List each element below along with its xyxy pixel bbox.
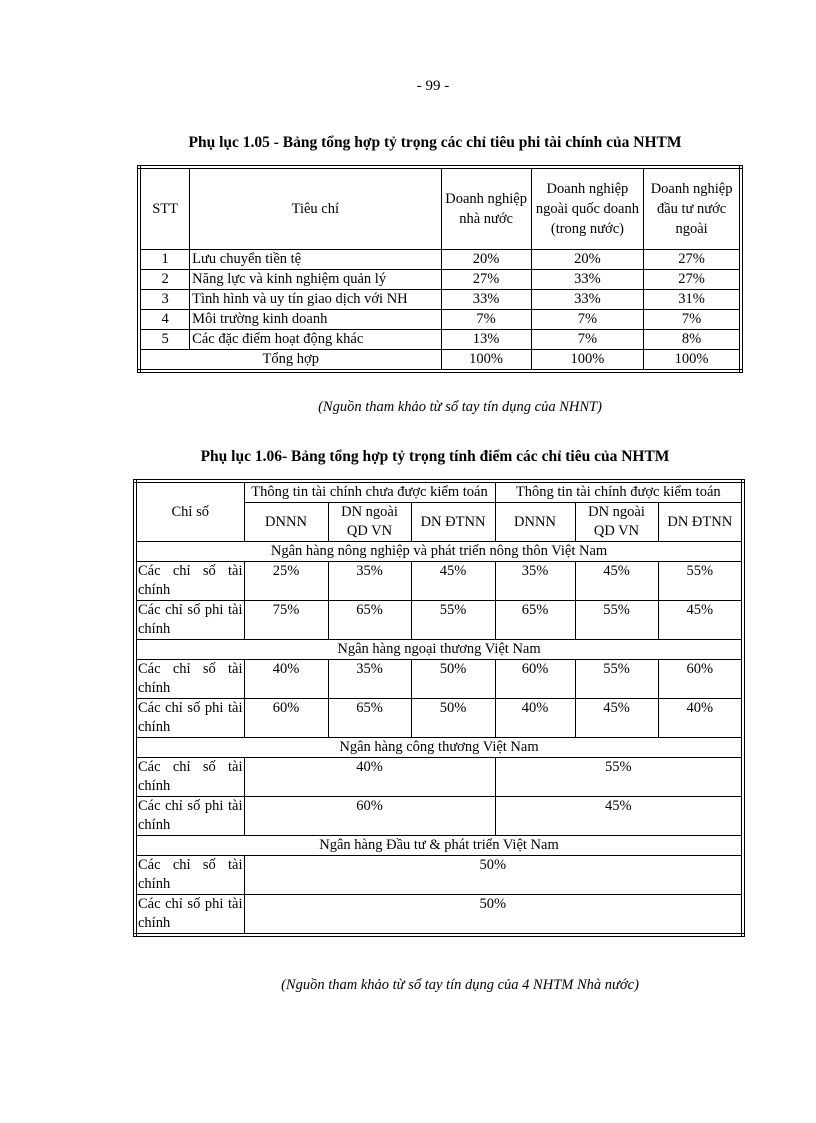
cell-value: 50% (411, 699, 495, 738)
cell-value: 55% (575, 601, 658, 640)
cell-value: 35% (495, 562, 575, 601)
cell-value: 65% (328, 601, 411, 640)
cell-value: 8% (644, 330, 741, 350)
subheader-dn-ngoai-qd: DN ngoài QD VN (328, 503, 411, 542)
cell-value: 75% (244, 601, 328, 640)
cell-value: 50% (411, 660, 495, 699)
cell-value: 60% (658, 660, 743, 699)
cell-value: 55% (575, 660, 658, 699)
page-number: - 99 - (416, 78, 450, 94)
cell-value: 65% (495, 601, 575, 640)
table-row (139, 290, 741, 310)
row-label-financial: Các chỉ số tài chính (135, 562, 244, 601)
subheader-dnnn: DNNN (495, 503, 575, 542)
cell-value: 40% (658, 699, 743, 738)
cell-value: 7% (441, 310, 531, 330)
cell-value: 40% (495, 699, 575, 738)
table1-total-row (139, 350, 741, 372)
table-row (135, 758, 743, 797)
table-row (139, 270, 741, 290)
row-label-nonfinancial: Các chỉ số phi tài chính (135, 699, 244, 738)
table-row (139, 330, 741, 350)
cell-stt: 3 (139, 290, 190, 310)
cell-value: 55% (411, 601, 495, 640)
bank-section-row (135, 738, 743, 758)
table-row (135, 699, 743, 738)
total-value: 100% (531, 350, 643, 372)
total-value: 100% (441, 350, 531, 372)
cell-value: 13% (441, 330, 531, 350)
cell-value: 45% (411, 562, 495, 601)
row-label-nonfinancial: Các chỉ số phi tài chính (135, 895, 244, 936)
header-state-enterprise: Doanh nghiệp nhà nước (441, 167, 531, 250)
row-label-financial: Các chỉ số tài chính (135, 660, 244, 699)
cell-criteria: Môi trường kinh doanh (190, 310, 441, 330)
subheader-dn-dtnn: DN ĐTNN (658, 503, 743, 542)
subheader-dn-ngoai-qd: DN ngoài QD VN (575, 503, 658, 542)
cell-value: 40% (244, 758, 495, 797)
bank-name: Ngân hàng ngoại thương Việt Nam (135, 640, 743, 660)
cell-value: 35% (328, 562, 411, 601)
cell-value: 65% (328, 699, 411, 738)
table-row (135, 562, 743, 601)
cell-value: 45% (575, 562, 658, 601)
table-row (139, 310, 741, 330)
cell-value: 55% (658, 562, 743, 601)
subheader-dnnn: DNNN (244, 503, 328, 542)
table2-group-header-row (135, 481, 743, 503)
table-row (135, 601, 743, 640)
header-audited: Thông tin tài chính được kiểm toán (495, 481, 743, 503)
cell-value: 33% (531, 270, 643, 290)
cell-value: 45% (658, 601, 743, 640)
cell-criteria: Lưu chuyển tiền tệ (190, 250, 441, 270)
cell-value: 60% (244, 699, 328, 738)
cell-value: 55% (495, 758, 743, 797)
bank-section-row (135, 836, 743, 856)
cell-value: 27% (441, 270, 531, 290)
total-value: 100% (644, 350, 741, 372)
cell-value: 33% (441, 290, 531, 310)
table-row (135, 895, 743, 936)
cell-value: 33% (531, 290, 643, 310)
subheader-dn-dtnn: DN ĐTNN (411, 503, 495, 542)
row-label-financial: Các chỉ số tài chính (135, 758, 244, 797)
cell-criteria: Tình hình và uy tín giao dịch với NH (190, 290, 441, 310)
bank-section-row (135, 640, 743, 660)
bank-name: Ngân hàng nông nghiệp và phát triển nông thôn Việt Nam (135, 542, 743, 562)
cell-value: 45% (495, 797, 743, 836)
row-label-nonfinancial: Các chỉ số phi tài chính (135, 601, 244, 640)
table2-title: Phụ lục 1.06- Bảng tổng hợp tỷ trọng tính điểm các chỉ tiêu của NHTM (200, 448, 670, 465)
cell-value: 7% (644, 310, 741, 330)
cell-stt: 2 (139, 270, 190, 290)
cell-value: 25% (244, 562, 328, 601)
cell-stt: 4 (139, 310, 190, 330)
cell-value: 35% (328, 660, 411, 699)
cell-value: 20% (441, 250, 531, 270)
cell-value: 50% (244, 895, 743, 936)
table2-source-note: (Nguồn tham khảo từ sổ tay tín dụng của 4 NHTM Nhà nước) (281, 977, 639, 993)
total-label: Tổng hợp (139, 350, 441, 372)
table-row (135, 797, 743, 836)
header-unaudited: Thông tin tài chính chưa được kiểm toán (244, 481, 495, 503)
header-stt: STT (139, 167, 190, 250)
cell-value: 20% (531, 250, 643, 270)
table1-title: Phụ lục 1.05 - Bảng tổng hợp tỷ trọng các chỉ tiêu phi tài chính của NHTM (188, 134, 682, 151)
cell-value: 27% (644, 270, 741, 290)
cell-stt: 1 (139, 250, 190, 270)
non-financial-weights-table (137, 165, 743, 373)
bank-name: Ngân hàng công thương Việt Nam (135, 738, 743, 758)
cell-value: 31% (644, 290, 741, 310)
table-row (139, 250, 741, 270)
table1-source-note: (Nguồn tham khảo từ sổ tay tín dụng của NHNT) (318, 399, 602, 415)
cell-stt: 5 (139, 330, 190, 350)
row-label-financial: Các chỉ số tài chính (135, 856, 244, 895)
bank-name: Ngân hàng Đầu tư & phát triển Việt Nam (135, 836, 743, 856)
cell-value: 45% (575, 699, 658, 738)
table-row (135, 856, 743, 895)
cell-value: 27% (644, 250, 741, 270)
bank-section-row (135, 542, 743, 562)
cell-value: 7% (531, 330, 643, 350)
cell-value: 50% (244, 856, 743, 895)
cell-value: 7% (531, 310, 643, 330)
cell-value: 40% (244, 660, 328, 699)
header-foreign-invested: Doanh nghiệp đầu tư nước ngoài (644, 167, 741, 250)
row-label-nonfinancial: Các chỉ số phi tài chính (135, 797, 244, 836)
header-domestic-private: Doanh nghiệp ngoài quốc doanh (trong nước) (531, 167, 643, 250)
table1-header-row (139, 167, 741, 250)
table-row (135, 660, 743, 699)
cell-value: 60% (244, 797, 495, 836)
cell-criteria: Các đặc điểm hoạt động khác (190, 330, 441, 350)
cell-criteria: Năng lực và kinh nghiệm quản lý (190, 270, 441, 290)
header-criteria: Tiêu chí (190, 167, 441, 250)
header-index: Chỉ số (135, 481, 244, 542)
scoring-weights-table (133, 479, 745, 937)
cell-value: 60% (495, 660, 575, 699)
